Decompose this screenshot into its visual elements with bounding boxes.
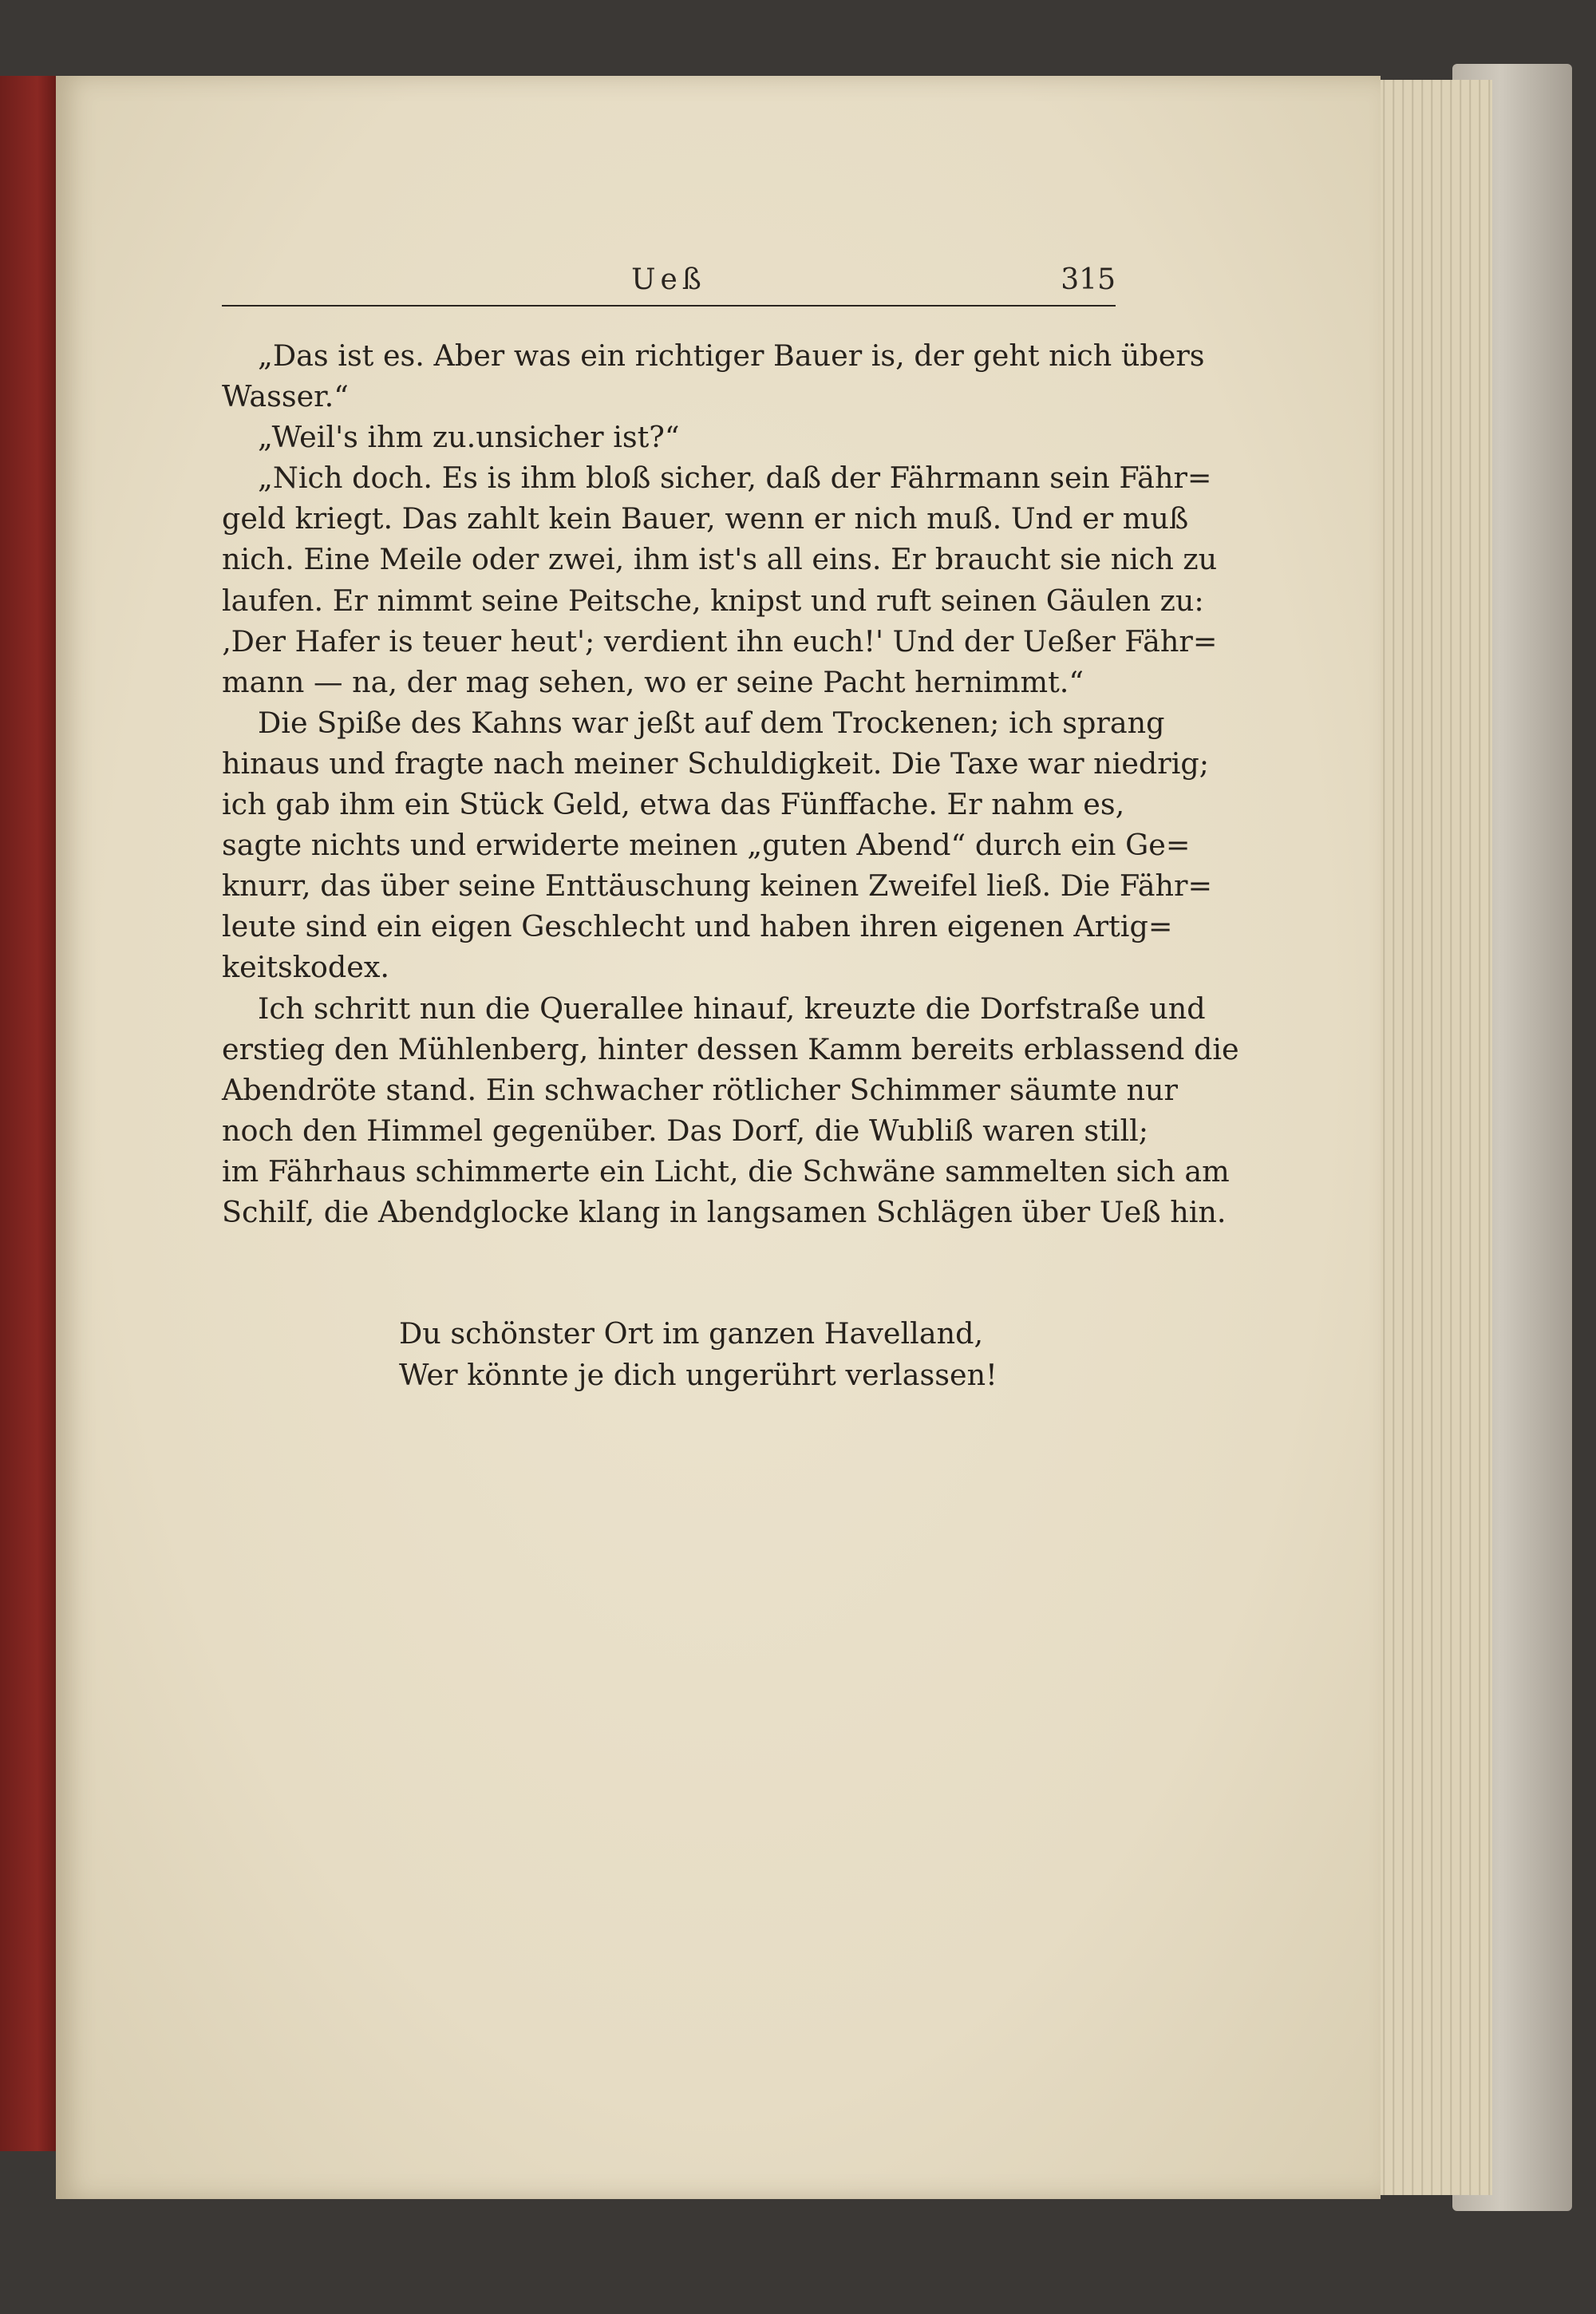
text-line: „Das ist es. Aber was ein richtiger Bauer is, der geht nich übers [258,338,1205,373]
text-line: leute sind ein eigen Geschlecht und haben ihren eigenen Artig= [222,909,1173,944]
text-line: keitskodex. [222,950,390,985]
page-number: 315 [1061,263,1116,296]
verse [399,1313,1037,1396]
text-line: knurr, das über seine Enttäuschung keinen Zweifel ließ. Die Fähr= [222,868,1213,904]
text-line: ich gab ihm ein Stück Geld, etwa das Fünffache. Er nahm es, [222,787,1125,822]
text-line: erstieg den Mühlenberg, hinter dessen Kamm bereits erblassend die [222,1031,1239,1066]
page-header [222,263,1116,307]
text-line: geld kriegt. Das zahlt kein Bauer, wenn er nich muß. Und er muß [222,501,1189,536]
book-cover-left [0,76,62,2151]
text-line: Abendröte stand. Ein schwacher rötlicher Schimmer säumte nur [222,1072,1178,1107]
text-line: „Nich doch. Es is ihm bloß sicher, daß der Fährmann sein Fähr= [258,461,1212,496]
text-line: Wasser.“ [222,379,349,414]
text-line: Ich schritt nun die Querallee hinauf, kreuzte die Dorfstraße und [258,991,1206,1026]
text-line: im Fährhaus schimmerte ein Licht, die Schwäne sammelten sich am [222,1153,1230,1189]
text-line: nich. Eine Meile oder zwei, ihm ist's all eins. Er braucht sie nich zu [222,542,1218,577]
text-line: noch den Himmel gegenüber. Das Dorf, die Wubliß waren still; [222,1113,1149,1148]
text-line: ‚Der Hafer is teuer heut'; verdient ihn euch!' Und der Ueßer Fähr= [222,623,1218,659]
verse-line: Du schönster Ort im ganzen Havelland, [399,1316,984,1351]
text-line: sagte nichts und erwiderte meinen „guten Abend“ durch ein Ge= [222,828,1191,863]
text-line: Die Spiße des Kahns war jeßt auf dem Trockenen; ich sprang [258,705,1165,740]
text-line: hinaus und fragte nach meiner Schuldigkeit. Die Taxe war niedrig; [222,746,1210,781]
text-line: „Weil's ihm zu.unsicher ist?“ [258,420,680,455]
body-text [222,335,1239,1232]
text-line: Schilf, die Abendglocke klang in langsamen Schlägen über Ueß hin. [222,1194,1227,1229]
text-line: mann — na, der mag sehen, wo er seine Pacht hernimmt.“ [222,664,1084,699]
running-title: Ueß [631,263,706,296]
verse-line: Wer könnte je dich ungerührt verlassen! [399,1358,998,1392]
text-line: laufen. Er nimmt seine Peitsche, knipst und ruft seinen Gäulen zu: [222,583,1204,618]
